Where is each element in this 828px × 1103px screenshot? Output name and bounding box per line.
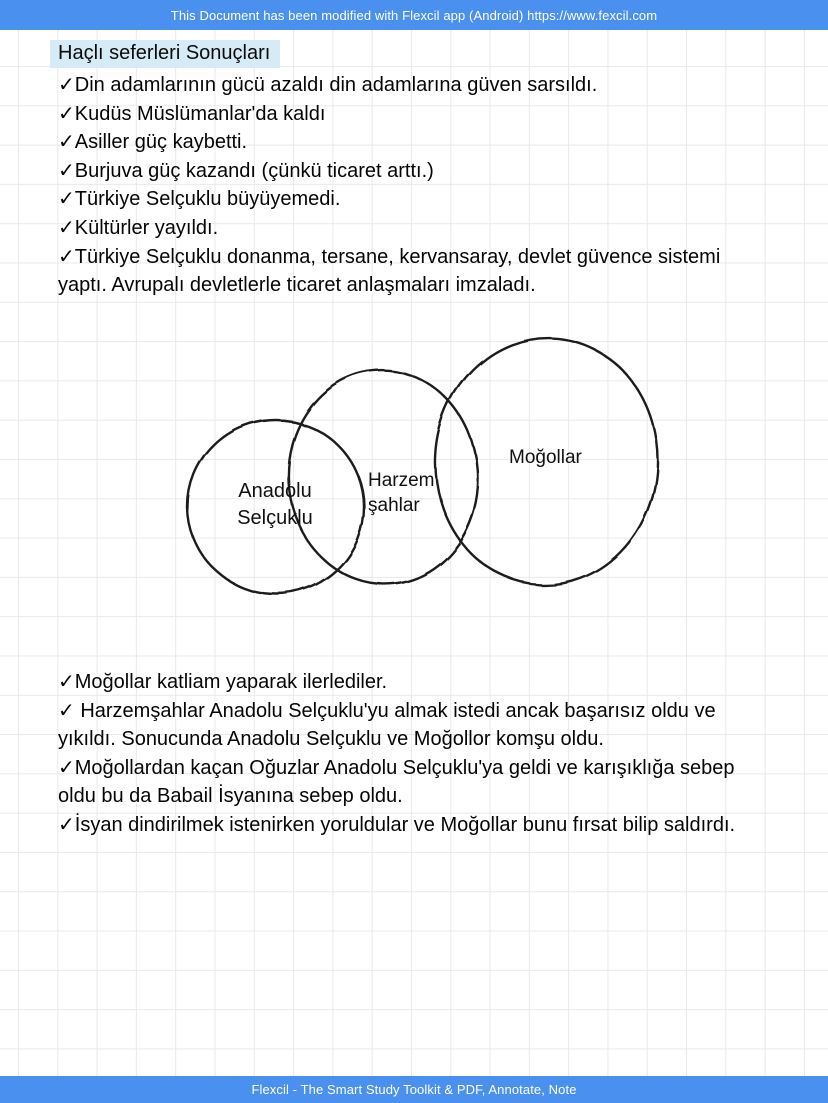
circle-label-mogollar: Moğollar [509,447,582,468]
notes-list-top [58,71,766,300]
note-line: ✓Kültürler yayıldı. [58,216,219,239]
document-page[interactable] [0,30,828,1076]
flexcil-watermark-banner-top [0,0,828,30]
note-line: ✓Burjuva güç kazandı (çünkü ticaret arttı.) [58,159,434,182]
note-line: ✓Moğollar katliam yaparak ilerlediler. [58,671,388,693]
note-line: ✓Moğollardan kaçan Oğuzlar Anadolu Selçuklu'ya geldi ve karışıklığa sebep oldu bu da Babail İsyanına sebep oldu. [58,756,735,808]
note-line: ✓İsyan dindirilmek istenirken yoruldular ve Moğollar bunu fırsat bilip saldırdı. [58,813,736,836]
page-title: Haçlı seferleri Sonuçları [50,40,280,68]
note-line: ✓Kudüs Müslümanlar'da kaldı [58,102,326,125]
notes-list-bottom [58,668,770,840]
note-line: ✓ Harzemşahlar Anadolu Selçuklu'yu almak istedi ancak başarısız oldu ve yıkıldı. Sonucunda Anadolu Selçuklu ve Moğollor komşu oldu. [58,699,716,751]
note-line: ✓Türkiye Selçuklu donanma, tersane, kervansaray, devlet güvence sistemi yaptı. Avrupalı devletlerle ticaret anlaşmaları imzaladı. [58,245,721,297]
note-line: ✓Türkiye Selçuklu büyüyemedi. [58,188,341,211]
flexcil-footer-banner [0,1076,828,1103]
note-line: ✓Din adamlarının gücü azaldı din adamlarına güven sarsıldı. [58,74,598,96]
footer-text: Flexcil - The Smart Study Toolkit & PDF, Annotate, Note [251,1082,577,1097]
watermark-text: This Document has been modified with Flexcil app (Android) https://www.fexcil.com [170,7,658,23]
circle-label-harzemsahlar: Harzem şahlar [368,470,435,516]
note-line: ✓Asiller güç kaybetti. [58,131,248,154]
circle-label-anadolu-selcuklu: Anadolu Selçuklu [237,480,313,529]
